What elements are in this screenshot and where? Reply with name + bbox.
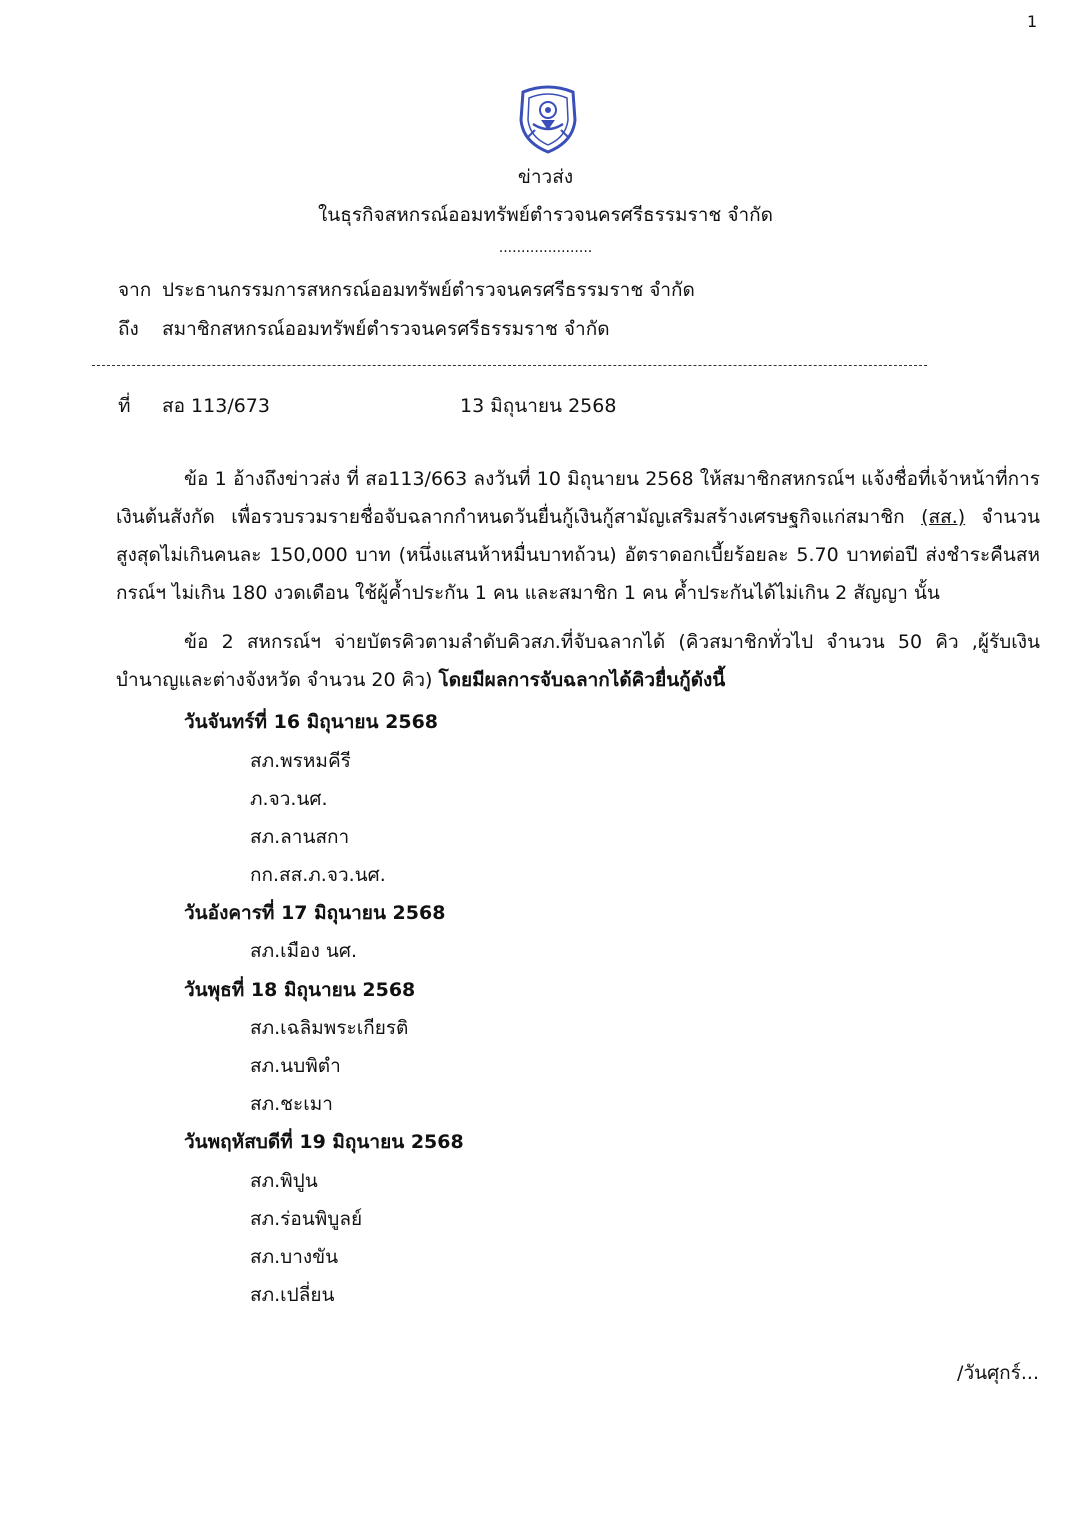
schedule-station: สภ.นบพิตำ: [250, 1055, 341, 1077]
schedule-day-thursday: วันพฤหัสบดีที่ 19 มิถุนายน 2568: [184, 1131, 464, 1153]
schedule-station: สภ.พิปูน: [250, 1170, 318, 1192]
reference-number: สอ 113/673: [162, 395, 270, 417]
from-text: ประธานกรรมการสหกรณ์ออมทรัพย์ตำรวจนครศรีธรรมราช จำกัด: [162, 279, 695, 301]
paragraph-item-1: [116, 460, 1040, 612]
schedule-station: สภ.บางขัน: [250, 1246, 339, 1268]
document-subtitle: ในธุรกิจสหกรณ์ออมทรัพย์ตำรวจนครศรีธรรมราช จำกัด: [317, 204, 774, 226]
paragraph-item-2: [116, 623, 1040, 699]
dashed-divider: [92, 365, 927, 366]
schedule-station: สภ.ร่อนพิบูลย์: [250, 1208, 363, 1230]
loan-type-abbrev: (สส.): [921, 506, 966, 528]
paragraph-1-text-cont: จำนวนสูงสุดไม่เกินคนละ 150,000 บาท (หนึ่งแสนห้าหมื่นบาทถ้วน) อัตราดอกเบี้ยร้อยละ 5.70 บาทต่อปี ส่งชำระคืนสหกรณ์ฯ ไม่เกิน 180 งวดเดือน ใช้ผู้ค้ำประกัน 1 คน และสมาชิก 1 คน ค้ำประกันได้ไม่เกิน 2 สัญญา นั้น: [116, 506, 1040, 604]
schedule-day-monday: วันจันทร์ที่ 16 มิถุนายน 2568: [184, 711, 439, 733]
schedule-day-tuesday: วันอังคารที่ 17 มิถุนายน 2568: [184, 902, 446, 924]
schedule-station: สภ.เมือง นศ.: [250, 940, 357, 962]
title-dots: .....................: [498, 240, 593, 256]
to-text: สมาชิกสหกรณ์ออมทรัพย์ตำรวจนครศรีธรรมราช จำกัด: [162, 318, 610, 340]
from-label: จาก: [118, 279, 152, 301]
schedule-station: สภ.ชะเมา: [250, 1093, 333, 1115]
schedule-station: สภ.พรหมคีรี: [250, 750, 351, 772]
reference-date: 13 มิถุนายน 2568: [460, 395, 617, 417]
paragraph-1-text: ข้อ 1 อ้างถึงข่าวส่ง ที่ สอ113/663 ลงวันที่ 10 มิถุนายน 2568 ให้สมาชิกสหกรณ์ฯ แจ้งชื่อที่เจ้าหน้าที่การเงินต้นสังกัด เพื่อรวบรวมรายชื่อจับฉลากกำหนดวันยื่นกู้เงินกู้สามัญเสริมสร้างเศรษฐกิจแก่สมาชิก: [116, 468, 1040, 528]
paragraph-2-text: ข้อ 2 สหกรณ์ฯ จ่ายบัตรคิวตามลำดับคิวสภ.ที่จับฉลากได้ (คิวสมาชิกทั่วไป จำนวน 50 คิว ,ผู้รับเงินบำนาญและต่างจังหวัด จำนวน 20 คิว): [116, 631, 1040, 691]
schedule-station: สภ.ลานสกา: [250, 826, 350, 848]
document-title: ข่าวส่ง: [517, 166, 574, 188]
paragraph-2-bold: โดยมีผลการจับฉลากได้คิวยื่นกู้ดังนี้: [438, 669, 726, 691]
page-number: 1: [1027, 12, 1038, 31]
schedule-station: กก.สส.ภ.จว.นศ.: [250, 864, 386, 886]
to-label: ถึง: [118, 318, 139, 340]
continued-next-page: /วันศุกร์...: [957, 1362, 1039, 1384]
schedule-station: สภ.เฉลิมพระเกียรติ: [250, 1017, 409, 1039]
reference-label: ที่: [118, 395, 131, 417]
police-emblem-logo: [513, 80, 583, 155]
schedule-station: ภ.จว.นศ.: [250, 788, 328, 810]
schedule-station: สภ.เปลี่ยน: [250, 1284, 335, 1306]
schedule-day-wednesday: วันพุธที่ 18 มิถุนายน 2568: [184, 979, 416, 1001]
